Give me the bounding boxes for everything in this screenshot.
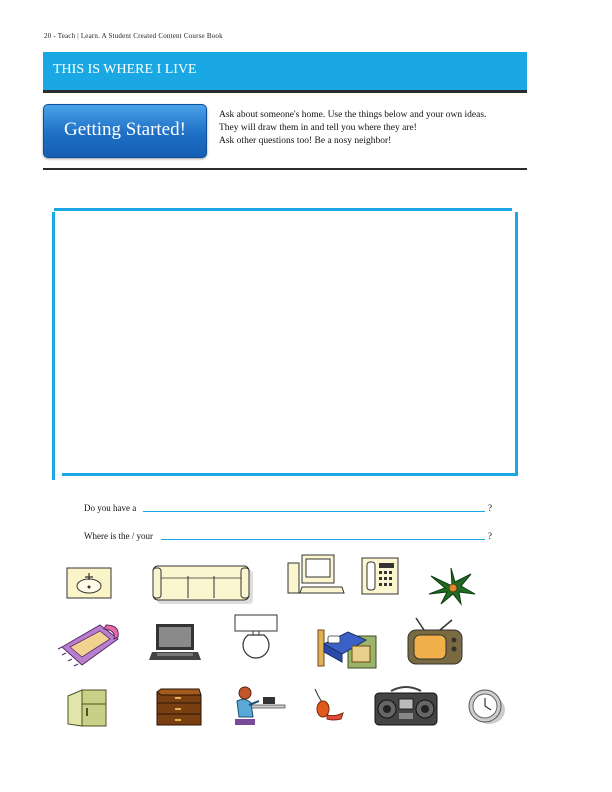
title-banner: [43, 52, 527, 90]
refrigerator-icon: [64, 686, 120, 728]
clock-icon: [465, 688, 507, 726]
bed-icon: [316, 622, 378, 670]
plant-icon: [427, 566, 477, 606]
question-mark: ?: [488, 531, 492, 541]
instruction-line: They will draw them in and tell you where they are!: [219, 123, 417, 133]
stereo-icon: [373, 685, 439, 727]
question-label: Where is the / your: [84, 531, 153, 541]
instruction-line: Ask about someone's home. Use the things below and your own ideas.: [219, 110, 487, 120]
drawing-frame-top: [54, 208, 512, 211]
drawing-frame-right: [515, 212, 518, 474]
hair-dryer-icon: [311, 685, 347, 721]
computer-icon: [286, 553, 346, 597]
drawing-frame-left: [52, 212, 55, 480]
question-label: Do you have a: [84, 503, 137, 513]
person-at-desk-icon: [231, 685, 287, 727]
laptop-icon: [148, 622, 202, 662]
lamp-icon: [233, 613, 279, 667]
instruction-line: Ask other questions too! Be a nosy neighbor!: [219, 136, 392, 146]
rug-icon: [56, 617, 124, 669]
drawing-frame-bottom: [62, 473, 518, 476]
running-head: 20 - Teach | Learn. A Student Created Content Course Book: [44, 32, 223, 40]
telephone-icon: [361, 557, 399, 595]
answer-line[interactable]: [161, 539, 485, 540]
page-title: THIS IS WHERE I LIVE: [53, 62, 197, 77]
instructions: [219, 109, 529, 148]
answer-line[interactable]: [143, 511, 485, 512]
question-mark: ?: [488, 503, 492, 513]
sofa-icon: [151, 564, 255, 606]
television-icon: [404, 616, 468, 668]
dresser-icon: [155, 688, 203, 726]
sink-icon: [66, 567, 112, 599]
getting-started-label: Getting Started!: [64, 119, 186, 140]
banner-rule: [43, 90, 527, 93]
section-rule: [43, 168, 527, 170]
getting-started-button: [43, 104, 207, 158]
